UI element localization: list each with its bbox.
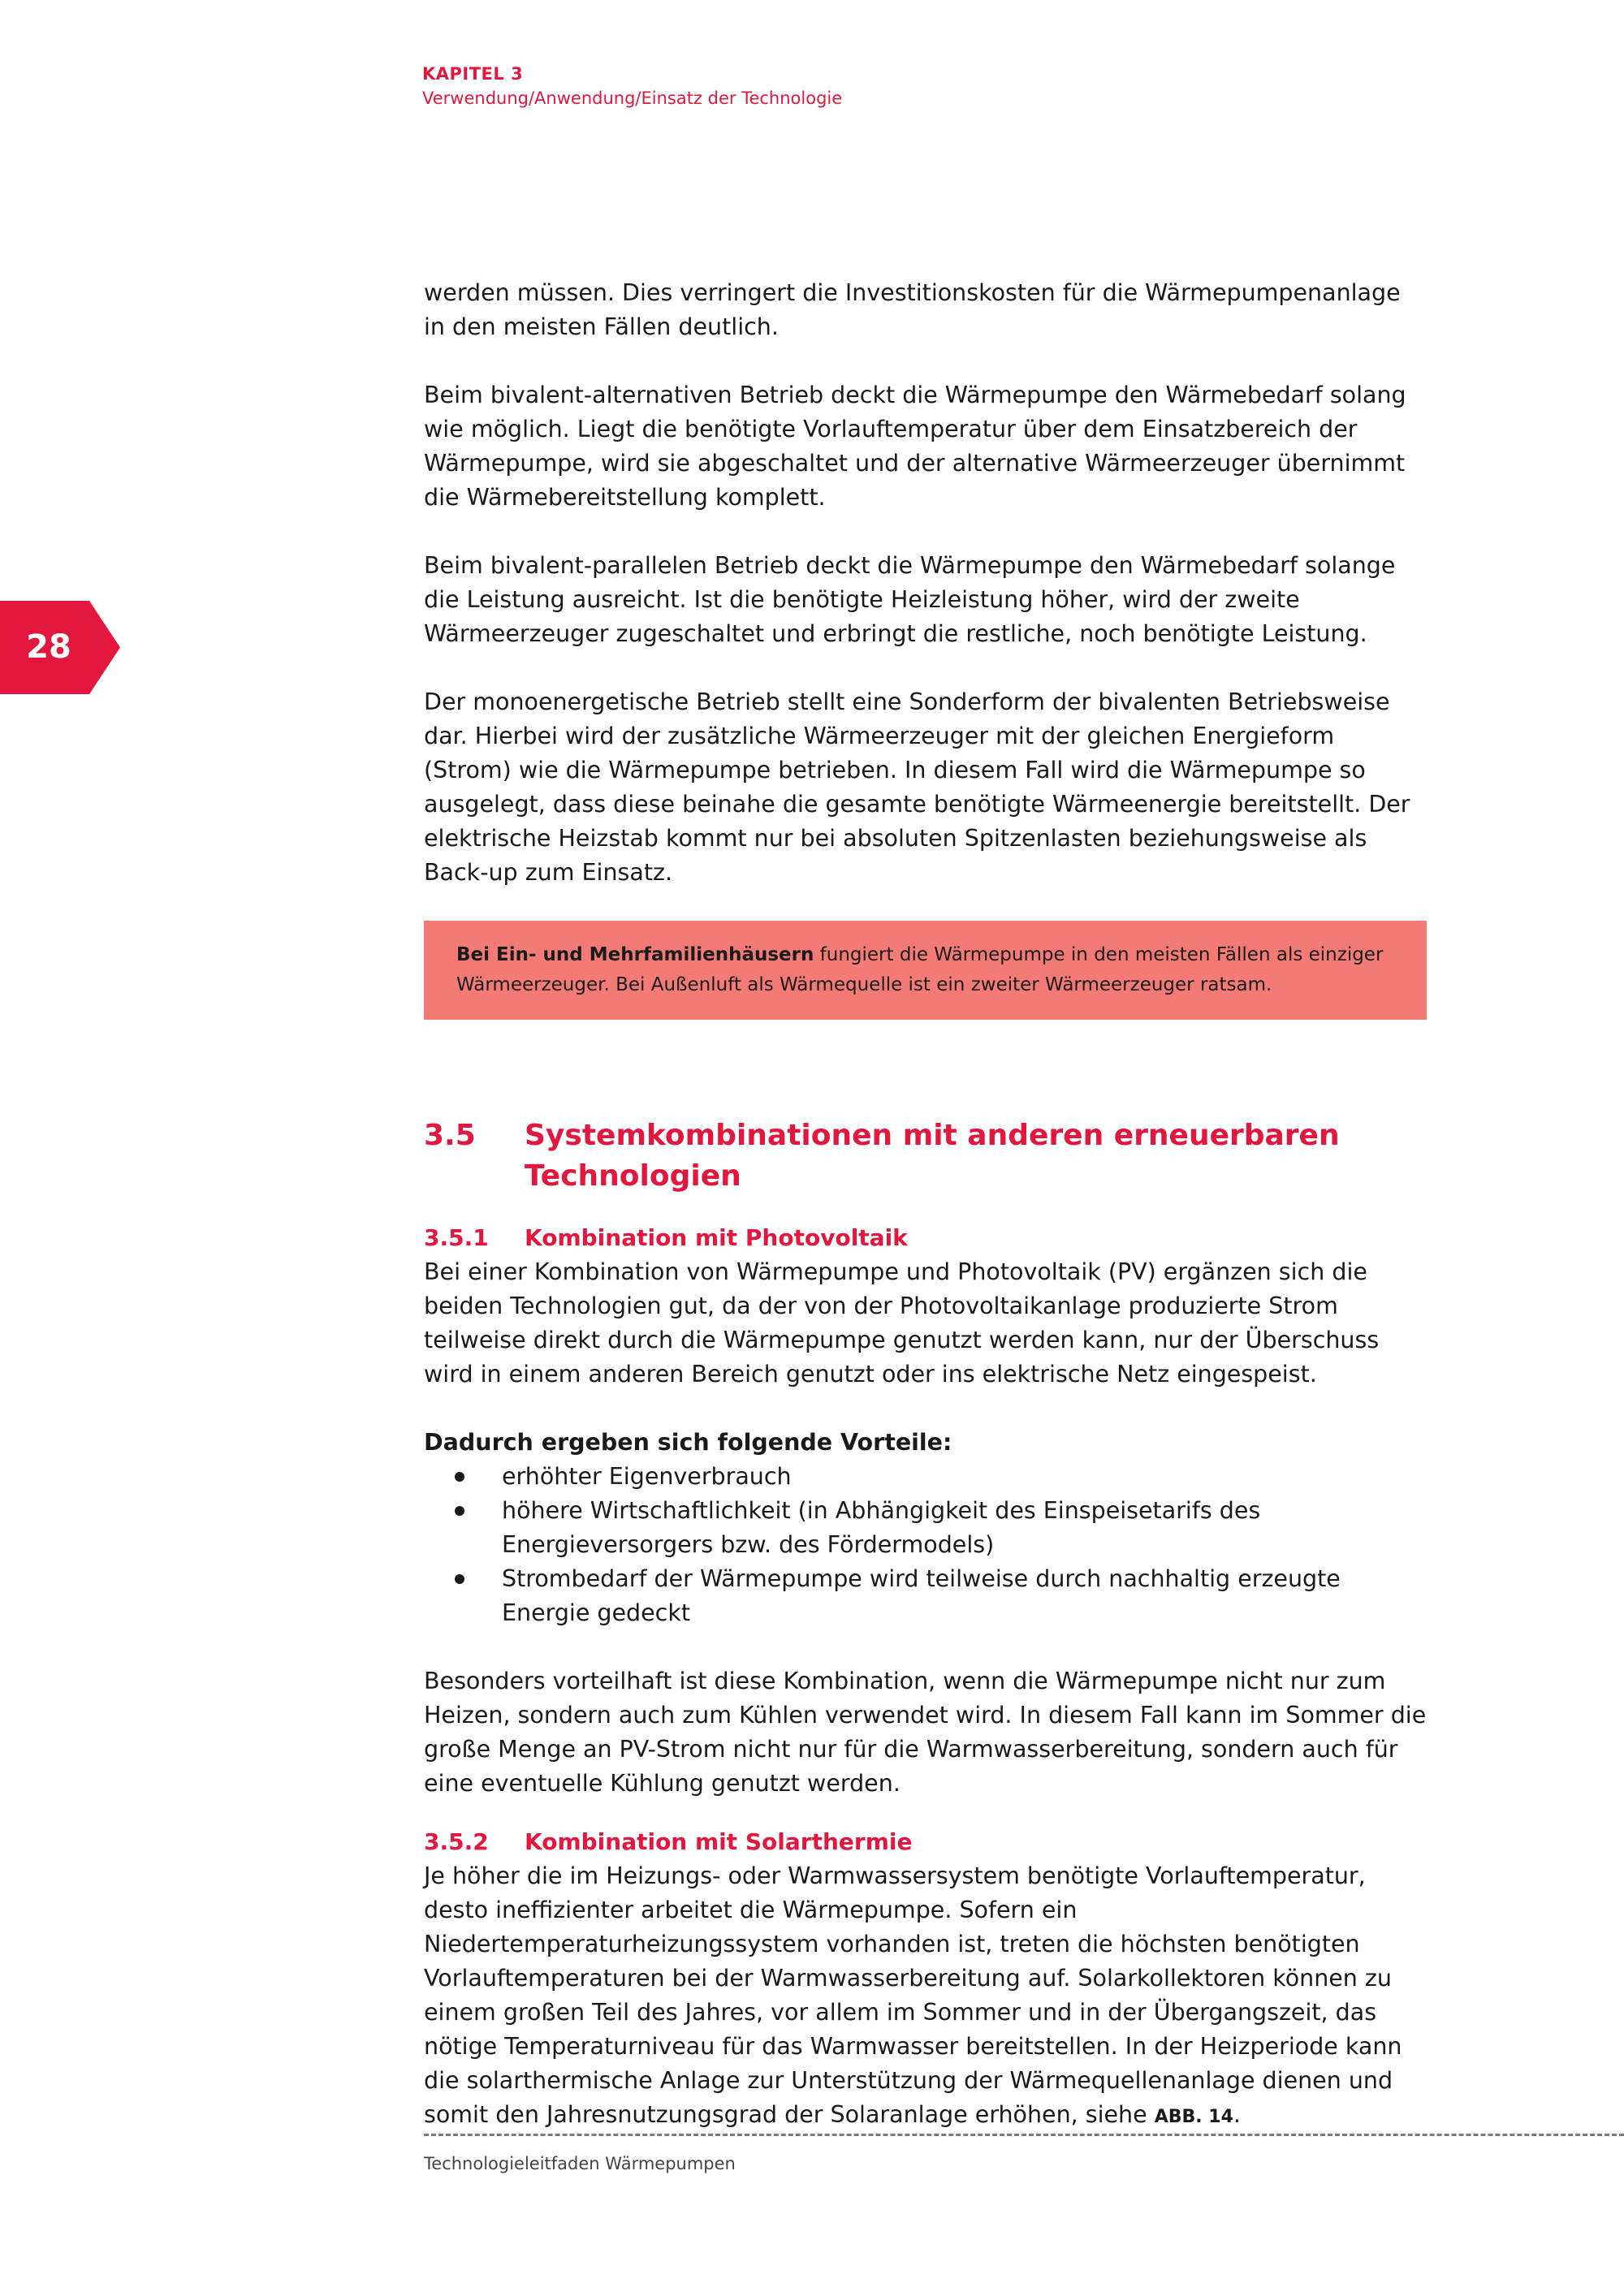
list-item	[424, 1562, 1427, 1630]
paragraph: Bei einer Kombination von Wärmepumpe und Photovoltaik (PV) ergänzen sich die beiden Technologien gut, da der von der Photovoltaikanlage produzierte Strom teilweise direkt durch die Wärmepumpe genutzt werden kann, nur der Überschuss wird in einem anderen Bereich genutzt oder ins elektrische Netz eingespeist.	[424, 1258, 1380, 1388]
section-heading	[424, 1116, 1427, 1197]
paragraph-end: .	[1233, 2101, 1241, 2128]
advantages-list	[424, 1460, 1427, 1630]
paragraph-text: Je höher die im Heizungs- oder Warmwassersystem benötigte Vorlauftemperatur, desto ineffizienter arbeitet die Wärmepumpe. Sofern ein Niedertemperaturheizungssystem vorhanden ist, treten die höchsten benötigten Vorlauftemperaturen bei der Warmwasserbereitung auf. Solarkollektoren können zu einem großen Teil des Jahres, vor allem im Sommer und in der Übergangszeit, das nötige Temperaturniveau für das Warmwasser bereitstellen. In der Heizperiode kann die solarthermische Anlage zur Unterstützung der Wärmequellenanlage dienen und somit den Jahresnutzungsgrad der Solaranlage erhöhen, siehe	[424, 1862, 1402, 2128]
page-number-tab	[0, 601, 120, 694]
subsection-title: Kombination mit Photovoltaik	[525, 1224, 908, 1251]
list-item-text: Strombedarf der Wärmepumpe wird teilweise durch nachhaltig erzeugte Energie gedeckt	[502, 1565, 1341, 1626]
bullet-icon	[455, 1574, 464, 1584]
figure-reference: ABB. 14	[1154, 2107, 1233, 2127]
list-item-text: höhere Wirtschaftlichkeit (in Abhängigkeit des Einspeisetarifs des Energieversorgers bzw. des Fördermodels)	[502, 1497, 1261, 1558]
footer-divider	[424, 2134, 1624, 2136]
page-number: 28	[26, 628, 71, 666]
section-title: Systemkombinationen mit anderen erneuerbaren Technologien	[525, 1119, 1340, 1193]
paragraph: Besonders vorteilhaft ist diese Kombination, wenn die Wärmepumpe nicht nur zum Heizen, sondern auch zum Kühlen verwendet wird. In diesem Fall kann im Sommer die große Menge an PV-Strom nicht nur für die Warmwasserbereitung, sondern auch für eine eventuelle Kühlung genutzt werden.	[424, 1668, 1427, 1797]
callout-bold: Bei Ein- und Mehrfamilienhäusern	[456, 944, 814, 965]
bullet-icon	[455, 1472, 464, 1482]
footer-title: Technologieleitfaden Wärmepumpen	[424, 2154, 736, 2173]
callout-body: fungiert die Wärmepumpe in den meisten Fällen als einziger Wärmeerzeuger. Bei Außenluft als Wärmequelle ist ein zweiter Wärmeerzeuger ratsam.	[456, 944, 1384, 995]
subsection-heading-solar	[424, 1825, 1427, 1859]
callout-text	[456, 940, 1397, 1000]
chapter-subtitle: Verwendung/Anwendung/Einsatz der Technologie	[422, 88, 843, 108]
chapter-label: KAPITEL 3	[422, 64, 524, 84]
paragraph: werden müssen. Dies verringert die Investitionskosten für die Wärmepumpenanlage in den meisten Fällen deutlich.	[424, 279, 1401, 340]
list-title: Dadurch ergeben sich folgende Vorteile:	[424, 1429, 952, 1456]
paragraph: Beim bivalent-alternativen Betrieb deckt die Wärmepumpe den Wärmebedarf solang wie möglich. Liegt die benötigte Vorlauftemperatur über dem Einsatzbereich der Wärmepumpe, wird sie abgeschaltet und der alternative Wärmeerzeuger übernimmt die Wärmebereitstellung komplett.	[424, 382, 1406, 511]
main-content	[424, 276, 1427, 2134]
paragraph: Der monoenergetische Betrieb stellt eine Sonderform der bivalenten Betriebsweise dar. Hierbei wird der zusätzliche Wärmeerzeuger mit der gleichen Energieform (Strom) wie die Wärmepumpe betrieben. In diesem Fall wird die Wärmepumpe so ausgelegt, dass diese beinahe die gesamte benötigte Wärmeenergie bereitstellt. Der elektrische Heizstab kommt nur bei absoluten Spitzenlasten beziehungsweise als Back-up zum Einsatz.	[424, 688, 1410, 886]
paragraph: Beim bivalent-parallelen Betrieb deckt die Wärmepumpe den Wärmebedarf solange die Leistung ausreicht. Ist die benötigte Heizleistung höher, wird der zweite Wärmeerzeuger zugeschaltet und erbringt die restliche, noch benötigte Leistung.	[424, 552, 1396, 647]
list-item-text: erhöhter Eigenverbrauch	[502, 1463, 792, 1490]
subsection-number: 3.5.2	[424, 1828, 489, 1855]
list-item	[424, 1460, 1427, 1494]
section-number: 3.5	[424, 1119, 476, 1152]
subsection-heading-pv	[424, 1221, 1427, 1255]
paragraph	[424, 1859, 1427, 2134]
list-item	[424, 1494, 1427, 1562]
bullet-icon	[455, 1506, 464, 1516]
subsection-number: 3.5.1	[424, 1224, 489, 1251]
subsection-title: Kombination mit Solarthermie	[525, 1828, 913, 1855]
running-header	[422, 62, 842, 110]
info-callout-box	[424, 921, 1427, 1020]
